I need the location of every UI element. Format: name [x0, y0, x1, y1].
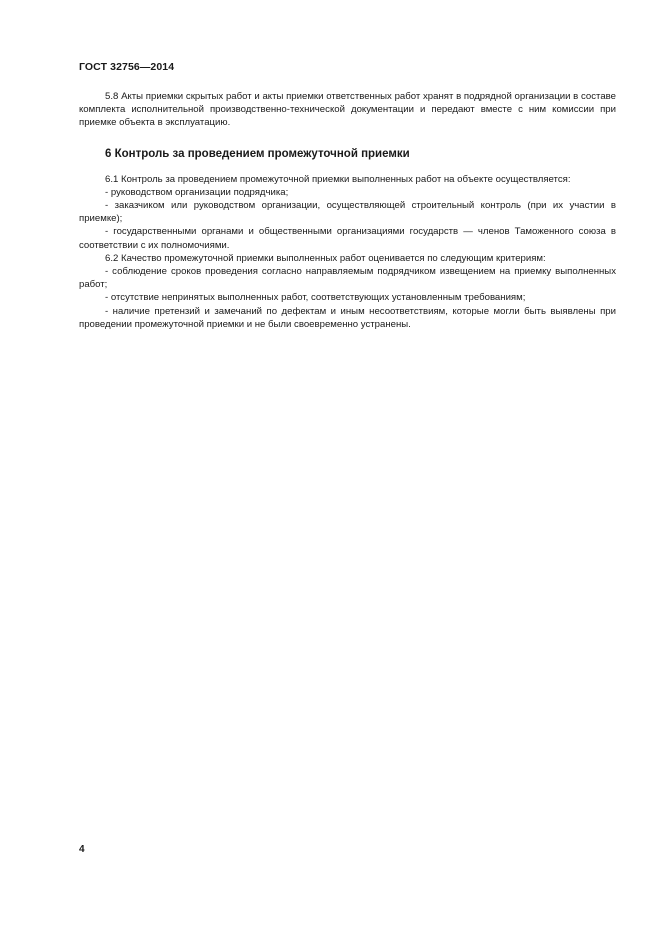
- document-body: [79, 90, 616, 331]
- list-item: - отсутствие непринятых выполненных работ, соответствующих установленным требованиям;: [105, 292, 526, 304]
- paragraph-6-2: 6.2 Качество промежуточной приемки выполненных работ оценивается по следующим критериям:: [105, 252, 546, 264]
- paragraph-5-8: 5.8 Акты приемки скрытых работ и акты приемки ответственных работ хранят в подрядной организации в составе комплекта исполнительной производственно-технической документации и передают вместе с ним комиссии при приемке объекта в эксплуатацию.: [79, 91, 616, 129]
- list-item: - руководством организации подрядчика;: [105, 186, 289, 198]
- section-heading-6: 6 Контроль за проведением промежуточной приемки: [105, 147, 410, 160]
- list-item: - соблюдение сроков проведения согласно направляемым подрядчиком извещением на приемку выполненных работ;: [79, 266, 616, 291]
- document-header: ГОСТ 32756—2014: [79, 61, 175, 73]
- page-number: 4: [79, 844, 85, 855]
- list-item: - наличие претензий и замечаний по дефектам и иным несоответствиям, которые могли быть выявлены при проведении промежуточной приемки и не были своевременно устранены.: [79, 305, 616, 330]
- list-item: - заказчиком или руководством организации, осуществляющей строительный контроль (при их участии в приемке);: [79, 200, 616, 225]
- list-item: - государственными органами и общественными организациями государств — членов Таможенного союза в соответствии с их полномочиями.: [79, 226, 616, 251]
- paragraph-6-1: 6.1 Контроль за проведением промежуточной приемки выполненных работ на объекте осуществляется:: [105, 173, 571, 185]
